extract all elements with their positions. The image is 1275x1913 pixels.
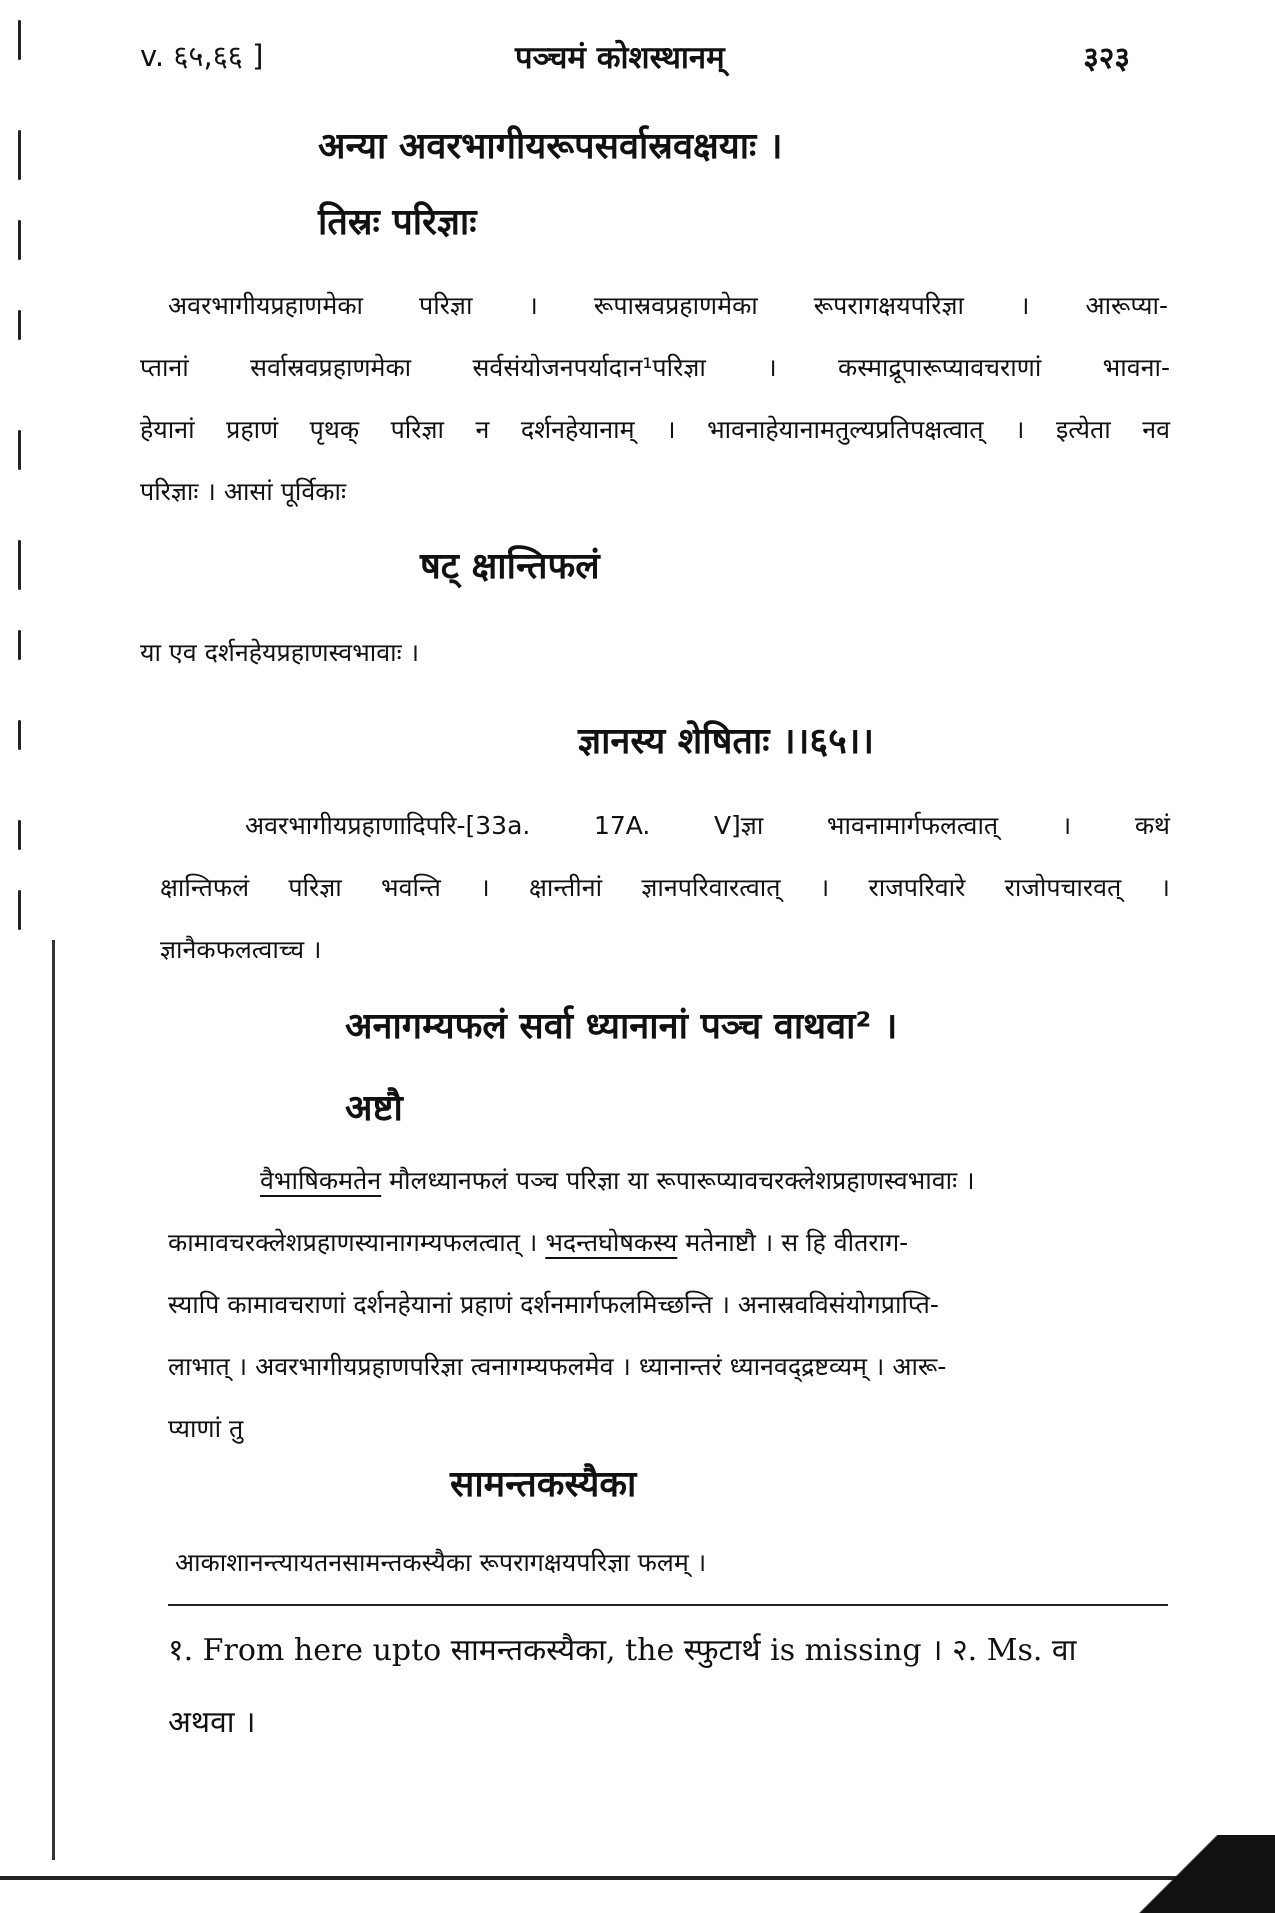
footnote-line: अथवा ।	[168, 1705, 256, 1740]
commentary-text: मौलध्यानफलं पञ्च परिज्ञा या रूपारूप्यावचरक्लेशप्रहाणस्वभावाः ।	[381, 1166, 975, 1195]
commentary-line: लाभात् । अवरभागीयप्रहाणपरिज्ञा त्वनागम्यफलमेव । ध्यानान्तरं ध्यानवद्द्रष्टव्यम् । आरू-	[168, 1352, 947, 1381]
verse-line: अन्या अवरभागीयरूपसर्वास्रवक्षयाः ।	[318, 126, 783, 167]
commentary-line: प्याणां तु	[168, 1414, 244, 1443]
footnote-separator	[168, 1604, 1168, 1606]
verse-line: अष्टौ	[345, 1088, 403, 1129]
commentary-line: स्यापि कामावचराणां दर्शनहेयानां प्रहाणं दर्शनमार्गफलमिच्छन्ति । अनास्रवविसंयोगप्राप्ति-	[168, 1290, 939, 1319]
commentary-line: अवरभागीयप्रहाणमेका परिज्ञा । रूपास्रवप्रहाणमेका रूपरागक्षयपरिज्ञा । आरूप्या-	[168, 291, 1168, 320]
commentary-line: परिज्ञाः । आसां पूर्विकाः	[140, 477, 346, 506]
commentary-text: कामावचरक्लेशप्रहाणस्यानागम्यफलत्वात् ।	[168, 1228, 546, 1257]
commentary-line: या एव दर्शनहेयप्रहाणस्वभावाः ।	[140, 638, 420, 667]
verse-line: अनागम्यफलं सर्वा ध्यानानां पञ्च वाथवा² ।	[345, 1006, 898, 1047]
verse-line: तिस्रः परिज्ञाः	[318, 202, 477, 243]
commentary-line: क्षान्तिफलं परिज्ञा भवन्ति । क्षान्तीनां ज्ञानपरिवारत्वात् । राजपरिवारे राजोपचारवत् ।	[160, 873, 1170, 902]
commentary-line: अवरभागीयप्रहाणादिपरि-[33a. 17A. V]ज्ञा भावनामार्गफलत्वात् । कथं	[245, 811, 1170, 840]
commentary-line: ज्ञानैकफलत्वाच्च ।	[160, 935, 322, 964]
commentary-text: मतेनाष्टौ । स हि वीतराग-	[677, 1228, 909, 1257]
underlined-school-name: वैभाषिकमतेन	[260, 1166, 382, 1195]
page-bottom-edge	[0, 1876, 1275, 1880]
section-title: पञ्चमं कोशस्थानम्	[515, 40, 725, 76]
underlined-author-name: भदन्तघोषकस्य	[545, 1228, 678, 1257]
verse-line: षट् क्षान्तिफलं	[420, 546, 600, 587]
verse-line: सामन्तकस्यैका	[450, 1464, 637, 1505]
verse-line: ज्ञानस्य शेषिताः ।।६५।।	[578, 721, 875, 762]
commentary-line: आकाशानन्त्यायतनसामन्तकस्यैका रूपरागक्षयपरिज्ञा फलम् ।	[175, 1548, 707, 1577]
binding-edge-line	[52, 940, 55, 1860]
scan-smudge	[1125, 1835, 1275, 1913]
commentary-line: हेयानां प्रहाणं पृथक् परिज्ञा न दर्शनहेयानाम् । भावनाहेयानामतुल्यप्रतिपक्षत्वात् । इत्येता नव	[140, 415, 1170, 444]
binding-edge-marks	[18, 20, 48, 1900]
running-header	[140, 36, 1130, 80]
footnote-line: १. From here upto सामन्तकस्यैका, the स्फुटार्थ is missing । २. Ms. वा	[168, 1633, 1077, 1668]
commentary-line	[260, 1163, 975, 1197]
verse-reference: v. ६५,६६ ]	[140, 39, 264, 73]
page-number: ३२३	[1083, 41, 1130, 76]
commentary-line	[168, 1225, 908, 1259]
commentary-line: प्तानां सर्वास्रवप्रहाणमेका सर्वसंयोजनपर्यादान¹परिज्ञा । कस्माद्रूपारूप्यावचराणां भावना-	[140, 353, 1170, 382]
